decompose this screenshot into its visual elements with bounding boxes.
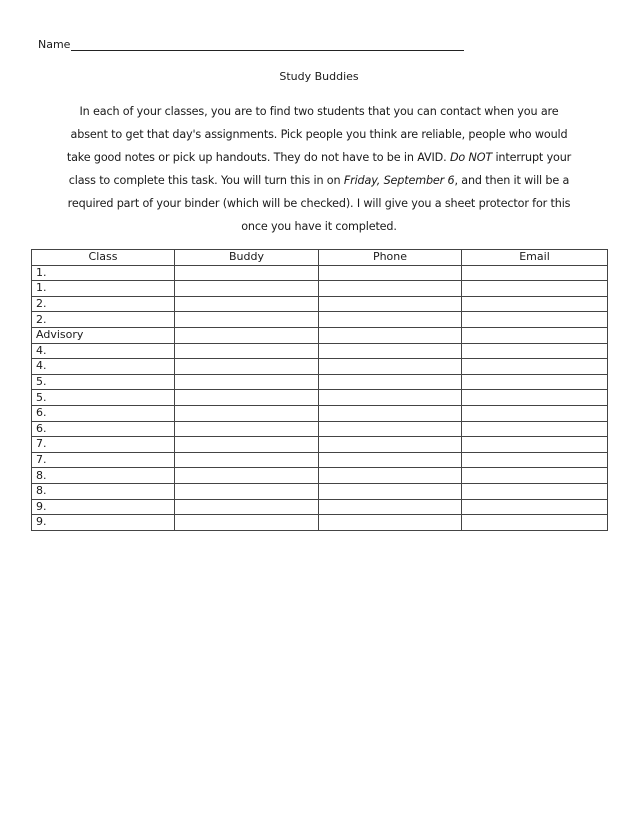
table-body bbox=[32, 265, 608, 530]
phone-cell[interactable] bbox=[319, 421, 462, 437]
phone-cell[interactable] bbox=[319, 265, 462, 281]
phone-cell[interactable] bbox=[319, 405, 462, 421]
buddy-cell[interactable] bbox=[175, 343, 319, 359]
buddy-cell[interactable] bbox=[175, 405, 319, 421]
table-row bbox=[32, 281, 608, 297]
instructions-text: , and then it will be a bbox=[454, 174, 570, 187]
name-blank-line[interactable] bbox=[71, 41, 464, 51]
email-cell[interactable] bbox=[462, 421, 608, 437]
phone-cell[interactable] bbox=[319, 281, 462, 297]
study-buddies-table bbox=[31, 249, 608, 531]
class-cell: 7. bbox=[32, 452, 175, 468]
email-cell[interactable] bbox=[462, 265, 608, 281]
phone-cell[interactable] bbox=[319, 296, 462, 312]
instructions-text: interrupt your bbox=[492, 151, 572, 164]
phone-cell[interactable] bbox=[319, 483, 462, 499]
phone-cell[interactable] bbox=[319, 359, 462, 375]
buddy-cell[interactable] bbox=[175, 265, 319, 281]
phone-cell[interactable] bbox=[319, 343, 462, 359]
class-cell: 2. bbox=[32, 296, 175, 312]
instructions-line: once you have it completed. bbox=[241, 220, 397, 233]
email-cell[interactable] bbox=[462, 468, 608, 484]
page-title: Study Buddies bbox=[279, 70, 359, 83]
buddy-cell[interactable] bbox=[175, 515, 319, 531]
buddy-cell[interactable] bbox=[175, 327, 319, 343]
instructions-paragraph bbox=[32, 100, 606, 238]
buddy-cell[interactable] bbox=[175, 312, 319, 328]
phone-cell[interactable] bbox=[319, 390, 462, 406]
table-row bbox=[32, 468, 608, 484]
email-cell[interactable] bbox=[462, 452, 608, 468]
class-cell: 8. bbox=[32, 483, 175, 499]
table-row bbox=[32, 296, 608, 312]
buddy-cell[interactable] bbox=[175, 499, 319, 515]
buddy-cell[interactable] bbox=[175, 281, 319, 297]
email-cell[interactable] bbox=[462, 359, 608, 375]
table-row bbox=[32, 421, 608, 437]
email-cell[interactable] bbox=[462, 499, 608, 515]
table-header-row bbox=[32, 250, 608, 266]
instructions-line bbox=[32, 169, 606, 192]
phone-cell[interactable] bbox=[319, 499, 462, 515]
class-cell: 5. bbox=[32, 374, 175, 390]
table-row bbox=[32, 452, 608, 468]
buddy-cell[interactable] bbox=[175, 483, 319, 499]
instructions-text: class to complete this task. You will turn this in on bbox=[68, 174, 344, 187]
phone-cell[interactable] bbox=[319, 437, 462, 453]
buddy-cell[interactable] bbox=[175, 452, 319, 468]
email-cell[interactable] bbox=[462, 296, 608, 312]
class-cell: 5. bbox=[32, 390, 175, 406]
class-cell: 4. bbox=[32, 343, 175, 359]
email-cell[interactable] bbox=[462, 343, 608, 359]
instructions-line: absent to get that day's assignments. Pick people you think are reliable, people who would bbox=[70, 128, 568, 141]
class-cell: 9. bbox=[32, 499, 175, 515]
table-row bbox=[32, 515, 608, 531]
name-label: Name bbox=[38, 38, 71, 51]
class-cell: 1. bbox=[32, 281, 175, 297]
table-row bbox=[32, 312, 608, 328]
class-cell: 9. bbox=[32, 515, 175, 531]
class-cell: 6. bbox=[32, 421, 175, 437]
table-row bbox=[32, 359, 608, 375]
email-cell[interactable] bbox=[462, 312, 608, 328]
table-row bbox=[32, 327, 608, 343]
email-cell[interactable] bbox=[462, 515, 608, 531]
email-cell[interactable] bbox=[462, 483, 608, 499]
table-row bbox=[32, 437, 608, 453]
buddy-cell[interactable] bbox=[175, 359, 319, 375]
column-header-phone: Phone bbox=[319, 250, 462, 266]
phone-cell[interactable] bbox=[319, 374, 462, 390]
email-cell[interactable] bbox=[462, 327, 608, 343]
table-row bbox=[32, 343, 608, 359]
column-header-email: Email bbox=[462, 250, 608, 266]
email-cell[interactable] bbox=[462, 281, 608, 297]
table-row bbox=[32, 405, 608, 421]
email-cell[interactable] bbox=[462, 405, 608, 421]
instructions-text: take good notes or pick up handouts. They do not have to be in AVID. bbox=[66, 151, 450, 164]
class-cell: 4. bbox=[32, 359, 175, 375]
instructions-line bbox=[32, 146, 606, 169]
buddy-cell[interactable] bbox=[175, 468, 319, 484]
emphasis-due-date: Friday, September 6 bbox=[343, 174, 455, 187]
phone-cell[interactable] bbox=[319, 312, 462, 328]
table-row bbox=[32, 265, 608, 281]
class-cell: 8. bbox=[32, 468, 175, 484]
class-cell: 6. bbox=[32, 405, 175, 421]
table-row bbox=[32, 390, 608, 406]
phone-cell[interactable] bbox=[319, 515, 462, 531]
column-header-buddy: Buddy bbox=[175, 250, 319, 266]
phone-cell[interactable] bbox=[319, 327, 462, 343]
table-row bbox=[32, 499, 608, 515]
buddy-cell[interactable] bbox=[175, 437, 319, 453]
table-row bbox=[32, 374, 608, 390]
emphasis-do-not: Do NOT bbox=[449, 151, 493, 164]
class-cell: 2. bbox=[32, 312, 175, 328]
instructions-line: In each of your classes, you are to find two students that you can contact when you are bbox=[79, 105, 559, 118]
instructions-line: required part of your binder (which will be checked). I will give you a sheet protector for this bbox=[67, 197, 571, 210]
name-field[interactable] bbox=[38, 38, 464, 51]
email-cell[interactable] bbox=[462, 390, 608, 406]
phone-cell[interactable] bbox=[319, 452, 462, 468]
column-header-class: Class bbox=[32, 250, 175, 266]
buddy-cell[interactable] bbox=[175, 374, 319, 390]
table-row bbox=[32, 483, 608, 499]
class-cell: 1. bbox=[32, 265, 175, 281]
buddy-cell[interactable] bbox=[175, 390, 319, 406]
phone-cell[interactable] bbox=[319, 468, 462, 484]
class-cell: 7. bbox=[32, 437, 175, 453]
class-cell: Advisory bbox=[32, 327, 175, 343]
buddy-cell[interactable] bbox=[175, 421, 319, 437]
email-cell[interactable] bbox=[462, 374, 608, 390]
email-cell[interactable] bbox=[462, 437, 608, 453]
buddy-cell[interactable] bbox=[175, 296, 319, 312]
